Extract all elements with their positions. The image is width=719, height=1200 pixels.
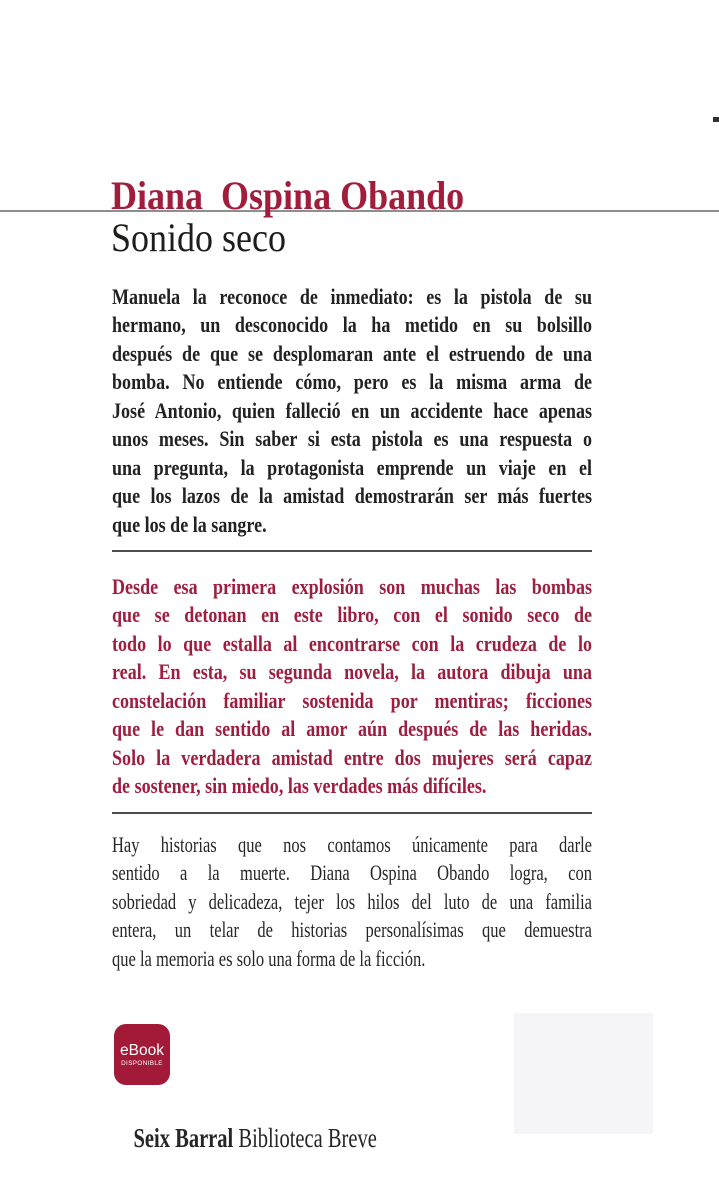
text-line: que los de la sangre. (112, 511, 267, 537)
text-line: Solo la verdadera amistad entre dos mujeres será capaz (112, 744, 592, 770)
publisher-name: Seix Barral (133, 1123, 234, 1153)
text-line: José Antonio, quien falleció en un accidente hace apenas (112, 397, 592, 423)
text-line: real. En esta, su segunda novela, la autora dibuja una (112, 659, 592, 685)
text-line: hermano, un desconocido la ha metido en su bolsillo (112, 312, 592, 338)
text-line: una pregunta, la protagonista emprende un viaje en el (112, 454, 592, 480)
text-line: que le dan sentido al amor aún después de las heridas. (112, 716, 592, 742)
ebook-badge (114, 1024, 170, 1085)
author-name: Diana Ospina Obando (111, 173, 465, 218)
publisher-collection: Biblioteca Breve (233, 1123, 377, 1153)
ebook-badge-label: eBook (120, 1041, 164, 1059)
text-line: que la memoria es solo una forma de la ficción. (112, 945, 426, 971)
book-title: Sonido seco (111, 215, 286, 260)
text-line: Hay historias que nos contamos únicamente para darle (112, 832, 592, 857)
text-line: Manuela la reconoce de inmediato: es la pistola de su (112, 284, 592, 309)
text-line: que se detonan en este libro, con el sonido seco de (112, 602, 592, 628)
synopsis-paragraph (112, 283, 592, 539)
text-line: unos meses. Sin saber si esta pistola es una respuesta o (112, 426, 592, 452)
text-line: que los lazos de la amistad demostrarán ser más fuertes (112, 483, 592, 509)
barcode-panel (514, 1013, 653, 1134)
text-line: constelación familiar sostenida por mentiras; ficciones (112, 687, 592, 713)
divider-top (112, 550, 592, 552)
publisher-logo (113, 1098, 377, 1179)
text-line: Desde esa primera explosión son muchas las bombas (112, 574, 592, 599)
text-line: bomba. No entiende cómo, pero es la misma arma de (112, 369, 592, 395)
edge-registration-mark (713, 117, 719, 122)
blurb-paragraph (112, 573, 592, 801)
text-line: después de que se desplomaran ante el estruendo de una (112, 340, 592, 366)
review-paragraph (112, 831, 592, 973)
text-line: sobriedad y delicadeza, tejer los hilos del luto de una familia (112, 888, 592, 914)
text-line: sentido a la muerte. Diana Ospina Obando logra, con (112, 860, 592, 886)
text-line: de sostener, sin miedo, las verdades más difíciles. (112, 773, 487, 799)
ebook-badge-sublabel: DISPONIBLE (121, 1059, 163, 1067)
divider-bottom (112, 812, 592, 814)
text-line: todo lo que estalla al encontrarse con la crudeza de lo (112, 630, 592, 656)
text-line: entera, un telar de historias personalísimas que demuestra (112, 917, 592, 943)
